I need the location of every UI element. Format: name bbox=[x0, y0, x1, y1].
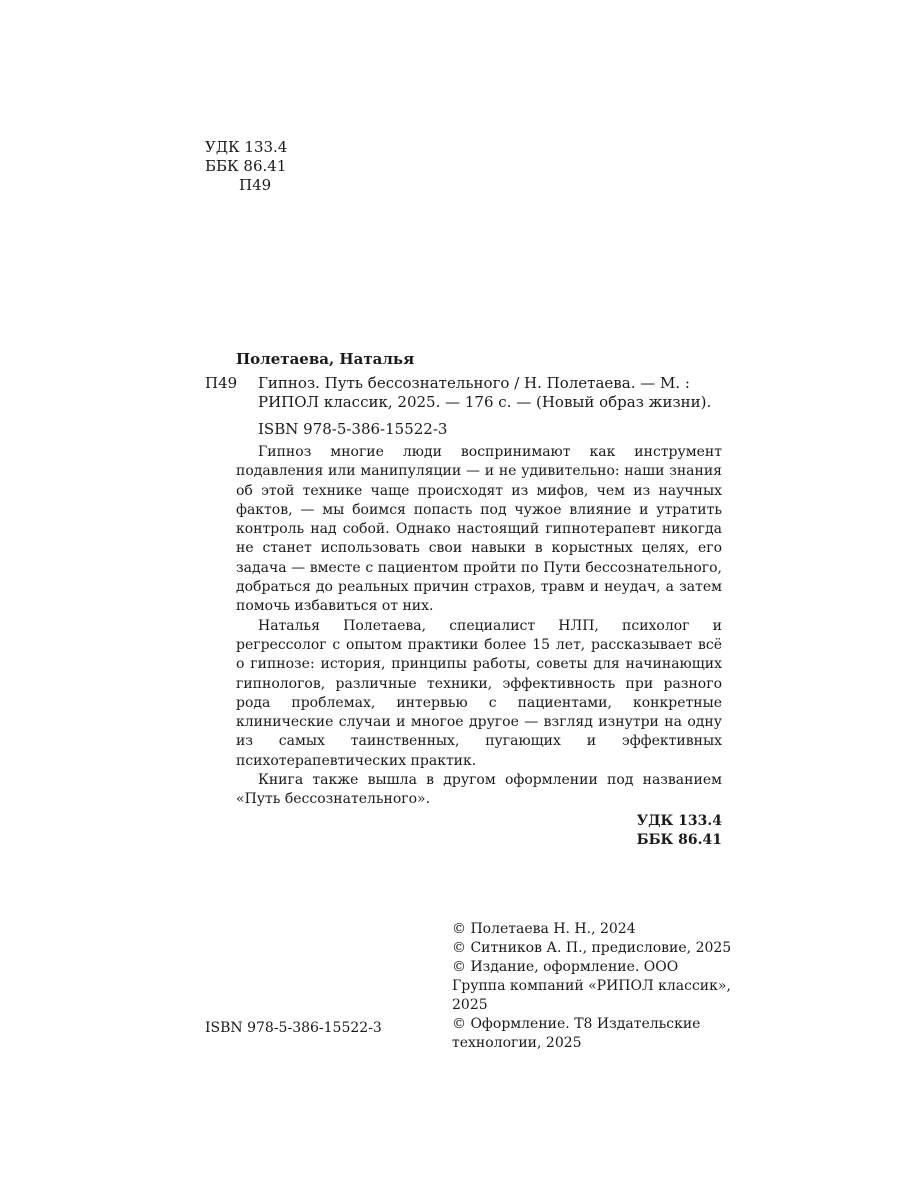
udk-code: УДК 133.4 bbox=[205, 138, 288, 156]
classification-codes-right bbox=[637, 812, 722, 850]
classification-codes-header bbox=[205, 138, 287, 195]
author-code-inline: П49 bbox=[205, 374, 238, 392]
isbn-line: ISBN 978-5-386-15522-3 bbox=[258, 420, 448, 438]
copyright-line: © Полетаева Н. Н., 2024 bbox=[452, 921, 636, 937]
copyright-line: © Ситников А. П., предисловие, 2025 bbox=[452, 940, 732, 956]
annotation-paragraph: Наталья Полетаева, специалист НЛП, психолог и регрессолог с опытом практики более 15 лет, рассказывает всё о гипнозе: история, принципы работы, советы для начинающих гипнологов, различные техники, эффективность при разного рода проблемах, интервью с пациентами, конкретные клинические случаи и многое другое — взгляд изнутри на одну из самых таинственных, пугающих и эффективных психотерапевтических практик. bbox=[236, 617, 722, 769]
bibliographic-description: Гипноз. Путь бессознательного / Н. Полетаева. — М. : РИПОЛ классик, 2025. — 176 с. — (Новый образ жизни). bbox=[258, 374, 712, 411]
footer-isbn: ISBN 978-5-386-15522-3 bbox=[205, 1020, 382, 1036]
annotation-paragraph: Гипноз многие люди воспринимают как инструмент подавления или манипуляции — и не удивительно: наши знания об этой технике чаще происходят из мифов, чем из научных фактов, — мы боимся попасть под чужое влияние и утратить контроль над собой. Однако настоящий гипнотерапевт никогда не станет использовать свои навыки в корыстных целях, его задача — вместе с пациентом пройти по Пути бессознательного, добраться до реальных причин страхов, травм и неудач, а затем помочь избавиться от них. bbox=[236, 444, 722, 615]
copyright-block bbox=[452, 920, 732, 1053]
bbk-code: ББК 86.41 bbox=[205, 157, 287, 175]
author-name: Полетаева, Наталья bbox=[236, 350, 415, 368]
annotation-paragraph: Книга также вышла в другом оформлении под названием «Путь бессознательного». bbox=[236, 772, 722, 808]
bbk-code-bold: ББК 86.41 bbox=[636, 832, 722, 848]
copyright-line: © Издание, оформление. ООО Группа компаний «РИПОЛ классик», 2025 bbox=[452, 959, 731, 1013]
copyright-line: © Оформление. Т8 Издательские технологии, 2025 bbox=[452, 1016, 701, 1051]
udk-code-bold: УДК 133.4 bbox=[636, 813, 722, 829]
annotation bbox=[236, 443, 722, 810]
author-code: П49 bbox=[239, 176, 272, 194]
